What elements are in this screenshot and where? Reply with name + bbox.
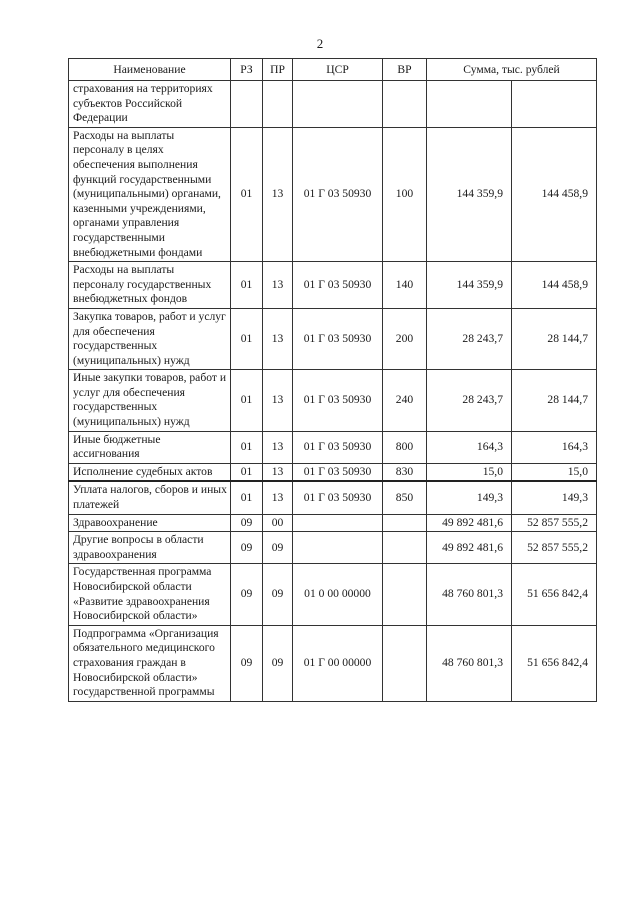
cell-sum-1: 144 359,9 (427, 127, 512, 261)
cell-rz: 01 (231, 127, 263, 261)
cell-vr: 830 (383, 463, 427, 481)
table-row (69, 370, 597, 431)
cell-name: Расходы на выплаты персоналу в целях обеспечения выполнения функций государственными (муниципальными) органами, казенными учреждениями, органами управления государственными внебюджетными фондами (69, 127, 231, 261)
cell-name: Исполнение судебных актов (69, 463, 231, 481)
cell-rz: 09 (231, 564, 263, 625)
cell-vr (383, 625, 427, 701)
cell-csr: 01 Г 03 50930 (293, 431, 383, 463)
cell-csr: 01 0 00 00000 (293, 564, 383, 625)
table-row (69, 463, 597, 481)
cell-rz: 01 (231, 308, 263, 369)
cell-vr: 100 (383, 127, 427, 261)
cell-sum-2: 28 144,7 (512, 308, 597, 369)
table-row (69, 514, 597, 532)
table-row (69, 625, 597, 701)
cell-name: Подпрограмма «Организация обязательного медицинского страхования граждан в Новосибирской области» государственной программы (69, 625, 231, 701)
cell-name: страхования на территориях субъектов Российской Федерации (69, 81, 231, 128)
cell-rz: 01 (231, 431, 263, 463)
cell-csr: 01 Г 03 50930 (293, 308, 383, 369)
cell-pr: 13 (263, 308, 293, 369)
cell-pr: 09 (263, 532, 293, 564)
cell-pr: 09 (263, 625, 293, 701)
table-row (69, 81, 597, 128)
cell-name: Здравоохранение (69, 514, 231, 532)
cell-sum-1: 49 892 481,6 (427, 514, 512, 532)
cell-sum-2: 52 857 555,2 (512, 514, 597, 532)
cell-rz (231, 81, 263, 128)
cell-pr: 13 (263, 431, 293, 463)
cell-rz: 01 (231, 481, 263, 514)
table-header-row (69, 59, 597, 81)
cell-vr (383, 564, 427, 625)
cell-rz: 09 (231, 532, 263, 564)
header-pr: ПР (263, 59, 293, 81)
table-row (69, 532, 597, 564)
cell-rz: 01 (231, 370, 263, 431)
cell-csr: 01 Г 03 50930 (293, 370, 383, 431)
cell-csr (293, 514, 383, 532)
cell-vr: 800 (383, 431, 427, 463)
cell-pr (263, 81, 293, 128)
cell-sum-1: 15,0 (427, 463, 512, 481)
cell-pr: 13 (263, 463, 293, 481)
header-vr: ВР (383, 59, 427, 81)
budget-table (68, 58, 597, 702)
cell-rz: 09 (231, 514, 263, 532)
table-row (69, 564, 597, 625)
cell-csr: 01 Г 00 00000 (293, 625, 383, 701)
cell-rz: 09 (231, 625, 263, 701)
cell-name: Иные бюджетные ассигнования (69, 431, 231, 463)
cell-sum-1: 28 243,7 (427, 308, 512, 369)
table-row (69, 481, 597, 514)
cell-csr: 01 Г 03 50930 (293, 463, 383, 481)
cell-sum-1: 144 359,9 (427, 262, 512, 309)
cell-rz: 01 (231, 262, 263, 309)
cell-sum-1: 49 892 481,6 (427, 532, 512, 564)
cell-rz: 01 (231, 463, 263, 481)
cell-sum-1: 28 243,7 (427, 370, 512, 431)
header-rz: РЗ (231, 59, 263, 81)
table-row (69, 262, 597, 309)
cell-sum-1: 48 760 801,3 (427, 625, 512, 701)
cell-pr: 00 (263, 514, 293, 532)
cell-sum-2: 144 458,9 (512, 262, 597, 309)
cell-csr (293, 532, 383, 564)
cell-sum-1: 149,3 (427, 481, 512, 514)
cell-vr (383, 81, 427, 128)
cell-name: Закупка товаров, работ и услуг для обеспечения государственных (муниципальных) нужд (69, 308, 231, 369)
cell-sum-2: 15,0 (512, 463, 597, 481)
cell-sum-2: 52 857 555,2 (512, 532, 597, 564)
cell-vr: 200 (383, 308, 427, 369)
cell-sum-2: 28 144,7 (512, 370, 597, 431)
cell-sum-2 (512, 81, 597, 128)
cell-sum-2: 144 458,9 (512, 127, 597, 261)
table-row (69, 431, 597, 463)
cell-sum-2: 149,3 (512, 481, 597, 514)
header-csr: ЦСР (293, 59, 383, 81)
cell-vr: 140 (383, 262, 427, 309)
cell-sum-1: 48 760 801,3 (427, 564, 512, 625)
cell-sum-2: 51 656 842,4 (512, 564, 597, 625)
cell-name: Государственная программа Новосибирской области «Развитие здравоохранения Новосибирской области» (69, 564, 231, 625)
cell-pr: 13 (263, 262, 293, 309)
cell-pr: 09 (263, 564, 293, 625)
page-number: 2 (316, 36, 324, 51)
cell-csr: 01 Г 03 50930 (293, 481, 383, 514)
cell-csr (293, 81, 383, 128)
header-sum: Сумма, тыс. рублей (427, 59, 597, 81)
cell-sum-1: 164,3 (427, 431, 512, 463)
cell-sum-2: 164,3 (512, 431, 597, 463)
cell-vr: 850 (383, 481, 427, 514)
cell-name: Расходы на выплаты персоналу государственных внебюджетных фондов (69, 262, 231, 309)
cell-pr: 13 (263, 481, 293, 514)
cell-sum-1 (427, 81, 512, 128)
cell-vr: 240 (383, 370, 427, 431)
cell-csr: 01 Г 03 50930 (293, 127, 383, 261)
table-row (69, 127, 597, 261)
table-row (69, 308, 597, 369)
cell-sum-2: 51 656 842,4 (512, 625, 597, 701)
cell-vr (383, 532, 427, 564)
cell-name: Уплата налогов, сборов и иных платежей (69, 481, 231, 514)
header-name: Наименование (69, 59, 231, 81)
cell-csr: 01 Г 03 50930 (293, 262, 383, 309)
cell-pr: 13 (263, 127, 293, 261)
cell-name: Другие вопросы в области здравоохранения (69, 532, 231, 564)
cell-pr: 13 (263, 370, 293, 431)
cell-name: Иные закупки товаров, работ и услуг для обеспечения государственных (муниципальных) нужд (69, 370, 231, 431)
cell-vr (383, 514, 427, 532)
